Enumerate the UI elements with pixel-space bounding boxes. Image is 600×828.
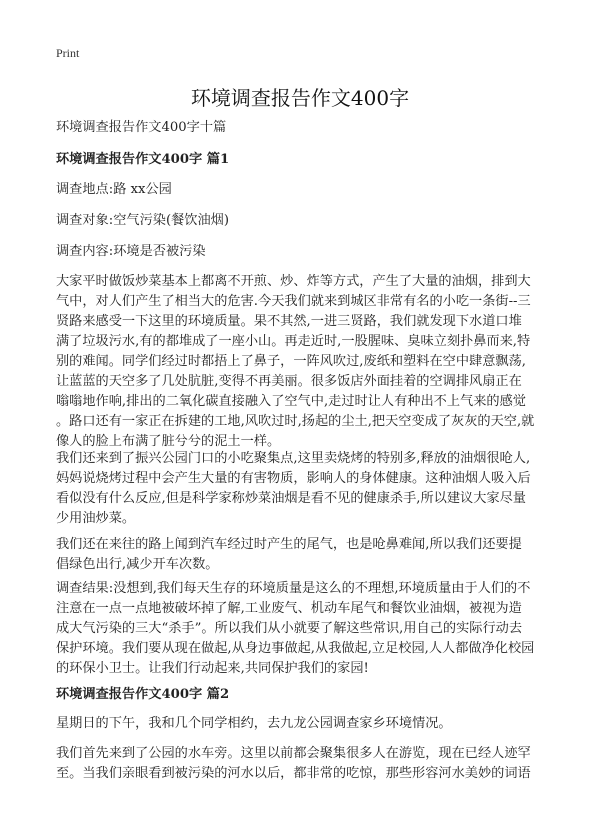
paragraph-line: 大家平时做饭炒菜基本上都离不开煎、炒、炸等方式，产生了大量的油烟，排到大 [56,274,531,289]
paragraph-line: 至。当我们亲眼看到被污染的河水以后，都非常的吃惊，那些形容河水美妙的词语 [56,766,531,781]
paragraph-line: 调查结果:没想到,我们每天生存的环境质量是这么的不理想,环境质量由于人们的不 [56,581,531,596]
print-link[interactable]: Print [56,46,80,60]
paragraph-line: 我们首先来到了公园的水车旁。这里以前都会聚集很多人在游览，现在已经人迹罕 [56,746,531,761]
paragraph-line: 我们还来到了振兴公园门口的小吃聚集点,这里卖烧烤的特别多,释放的油烟很呛人, [56,451,531,466]
paragraph-line: 别的难闻。同学们经过时都捂上了鼻子，一阵风吹过,废纸和塑料在空中肆意飘荡, [56,354,526,369]
paragraph-line: 嗡嗡地作响,排出的二氧化碳直接融入了空气中,走过时让人有种出不上气来的感觉 [56,394,526,409]
paragraph-line: 的环保小卫士。让我们行动起来,共同保护我们的家园! [56,661,369,676]
paragraph-3 [56,535,546,575]
paragraph-1 [56,272,546,452]
paragraph-line: 倡绿色出行,减少开车次数。 [56,557,219,572]
survey-location: 调查地点:路 xx公园 [56,182,172,197]
paragraph-line: 成大气污染的三大“杀手”。所以我们从小就要了解这些常识,用自己的实际行动去 [56,621,523,636]
paragraph-line: 满了垃圾污水,有的都堆成了一座小山。再走近时,一股腥味、臭味立刻扑鼻而来,特 [56,334,531,349]
paragraph-line: 保护环境。我们要从现在做起,从身边事做起,从我做起,立足校园,人人都做净化校园 [56,641,535,656]
paragraph-line: 少用油炒菜。 [56,511,136,526]
paragraph-line: 看似没有什么反应,但是科学家称炒菜油烟是看不见的健康杀手,所以建议大家尽量 [56,491,526,506]
paragraph-2 [56,449,546,529]
paragraph-line: 像人的脸上布满了脏兮兮的泥土一样。 [56,434,281,449]
section1-heading: 环境调查报告作文400字 篇1 [56,152,230,167]
paragraph-5: 星期日的下午，我和几个同学相约，去九龙公园调查家乡环境情况。 [56,716,452,731]
survey-content: 调查内容:环境是否被污染 [56,244,206,259]
survey-object: 调查对象:空气污染(餐饮油烟) [56,213,229,228]
paragraph-6 [56,744,546,784]
paragraph-line: 我们还在来往的路上闻到汽车经过时产生的尾气，也是呛鼻难闻,所以我们还要提 [56,537,522,552]
document-title: 环境调查报告作文400字 [190,86,410,110]
paragraph-line: 注意在一点一点地被破坏掉了解,工业废气、机动车尾气和餐饮业油烟，被视为造 [56,601,522,616]
section2-heading: 环境调查报告作文400字 篇2 [56,687,230,702]
paragraph-line: 。路口还有一家正在拆建的工地,风吹过时,扬起的尘土,把天空变成了灰灰的天空,就 [56,414,535,429]
paragraph-line: 贤路来感受一下这里的环境质量。果不其然,一进三贤路，我们就发现下水道口堆 [56,314,522,329]
paragraph-line: 气中，对人们产生了相当大的危害.今天我们就来到城区非常有名的小吃一条街--三 [56,294,531,309]
document-subtitle: 环境调查报告作文400字十篇 [56,120,227,135]
paragraph-line: 妈妈说烧烤过程中会产生大量的有害物质，影响人的身体健康。这种油烟人吸入后 [56,471,531,486]
paragraph-4 [56,579,546,679]
paragraph-line: 让蓝蓝的天空多了几处肮脏,变得不再美丽。很多饭店外面挂着的空调排风扇正在 [56,374,522,389]
